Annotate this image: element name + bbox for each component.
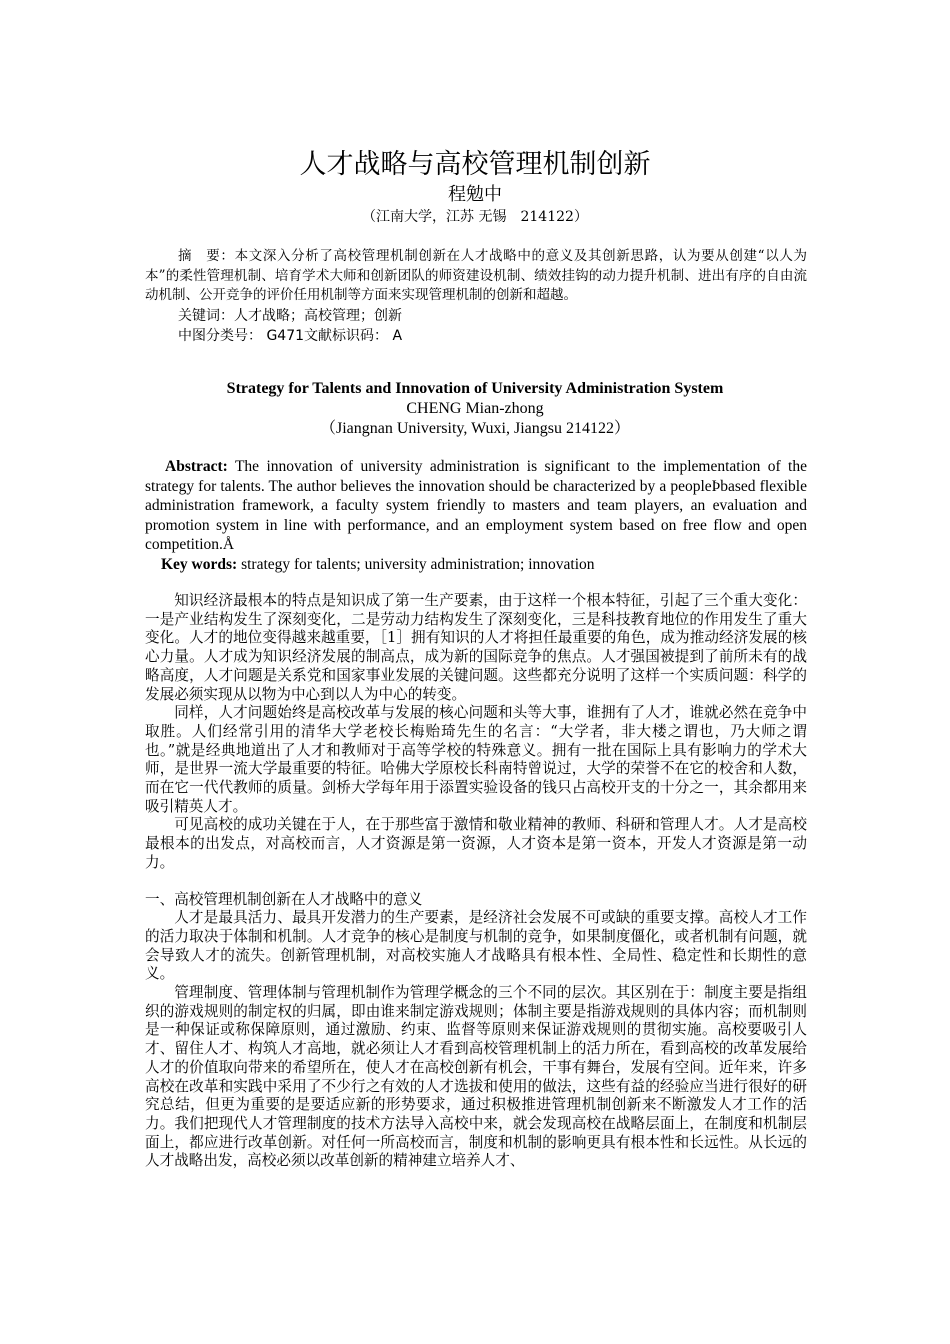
classification-label: 中图分类号： [178, 327, 262, 344]
doc-code-value: A [392, 327, 403, 344]
abstract-en-block [145, 457, 807, 575]
keywords-cn-label: 关键词： [178, 307, 234, 324]
classification-cn [145, 326, 807, 346]
abstract-cn-label: 摘 要： [178, 248, 235, 264]
body-paragraph: 同样，人才问题始终是高校改革与发展的核心问题和头等大事，谁拥有了人才，谁就必然在竞争中取胜。人们经常引用的清华大学老校长梅贻琦先生的名言：“大学者，非大楼之谓也，乃大师之谓也。”就是经典地道出了人才和教师对于高等学校的特殊意义。拥有一批在国际上具有影响力的学术大师，是世界一流大学最重要的特征。哈佛大学原校长科南特曾说过，大学的荣誉不在它的校舍和人数，而在它一代代教师的质量。剑桥大学每年用于添置实验设备的钱只占高校开支的十分之一，其余都用来吸引精英人才。 [145, 704, 807, 815]
doc-code-label: 文献标识码： [304, 327, 389, 344]
keywords-en-label: Key words: [161, 555, 238, 573]
classification-value: G471 [266, 327, 305, 344]
body-paragraph: 知识经济最根本的特点是知识成了第一生产要素，由于这样一个根本特征，引起了三个重大变化：一是产业结构发生了深刻变化，二是劳动力结构发生了深刻变化，三是科技教育地位的作用发生了重大变化。人才的地位变得越来越重要，［1］拥有知识的人才将担任最重要的角色，成为推动经济发展的核心力量。人才成为知识经济发展的制高点，成为新的国际竞争的焦点。人才强国被提到了前所未有的战略高度，人才问题是关系党和国家事业发展的关键问题。这些都充分说明了这样一个实质问题：科学的发展必须实现从以物为中心到以人为中心的转变。 [145, 592, 807, 703]
body-text [145, 592, 807, 1171]
abstract-en-label: Abstract: [165, 458, 228, 475]
author-en: CHENG Mian-zhong [406, 400, 544, 417]
keywords-cn-text: 人才战略；高校管理；创新 [234, 307, 402, 324]
keywords-cn [145, 306, 807, 326]
author-cn: 程勉中 [448, 184, 502, 205]
body-paragraph: 可见高校的成功关键在于人，在于那些富于激情和敬业精神的教师、科研和管理人才。人才是高校最根本的出发点，对高校而言，人才资源是第一资源，人才资本是第一资本，开发人才资源是第一动力。 [145, 816, 807, 871]
abstract-en [145, 457, 807, 555]
abstract-cn [145, 247, 807, 306]
body-paragraph: 人才是最具活力、最具开发潜力的生产要素，是经济社会发展不可或缺的重要支撑。高校人才工作的活力取决于体制和机制。人才竞争的核心是制度与机制的竞争，如果制度僵化，或者机制有问题，就会导致人才的流失。创新管理机制，对高校实施人才战略具有根本性、全局性、稳定性和长期性的意义。 [145, 909, 807, 983]
body-paragraph: 管理制度、管理体制与管理机制作为管理学概念的三个不同的层次。其区别在于：制度主要是指组织的游戏规则的制定权的归属，即由谁来制定游戏规则；体制主要是指游戏规则的具体内容；而机制则是一种保证或称保障原则，通过激励、约束、监督等原则来保证游戏规则的贯彻实施。高校要吸引人才、留住人才、构筑人才高地，就必须让人才看到高校管理机制上的活力所在，看到高校的改革发展给人才的价值取向带来的希望所在，使人才在高校创新有机会，干事有舞台，发展有空间。近年来，许多高校在改革和实践中采用了不少行之有效的人才选拔和使用的做法，这些有益的经验应当进行很好的研究总结，但更为重要的是要适应新的形势要求，通过积极推进管理机制创新来不断激发人才工作的活力。我们把现代人才管理制度的技术方法导入高校中来，就会发现高校在战略层面上，在制度和机制层面上，都应进行改革创新。对任何一所高校而言，制度和机制的影响更具有根本性和长远性。从长远的人才战略出发，高校必须以改革创新的精神建立培养人才、 [145, 984, 807, 1170]
keywords-en-text: strategy for talents; university administration; innovation [241, 555, 595, 573]
affiliation-en: （Jiangnan University, Wuxi, Jiangsu 214122） [319, 420, 630, 437]
abstract-en-text: The innovation of university administration is significant to the implementation of the strategy for talents. The author believes the innovation should be characterized by a peopleÞbased flexible administration framework, a faculty system friendly to masters and team players, an evaluation and promotion system in line with performance, and an employment system based on free flow and open competition.Å [145, 458, 807, 554]
title-en: Strategy for Talents and Innovation of University Administration System [226, 380, 724, 397]
abstract-cn-block [145, 247, 807, 346]
abstract-cn-text: 本文深入分析了高校管理机制创新在人才战略中的意义及其创新思路，认为要从创建“以人为本”的柔性管理机制、培育学术大师和创新团队的师资建设机制、绩效挂钩的动力提升机制、进出有序的自由流动机制、公开竞争的评价任用机制等方面来实现管理机制的创新和超越。 [145, 248, 808, 303]
affiliation-cn: （江南大学，江苏 无锡 214122） [362, 209, 588, 225]
section-heading: 一、高校管理机制创新在人才战略中的意义 [145, 890, 423, 908]
title-cn: 人才战略与高校管理机制创新 [299, 149, 651, 180]
keywords-en [145, 555, 807, 575]
